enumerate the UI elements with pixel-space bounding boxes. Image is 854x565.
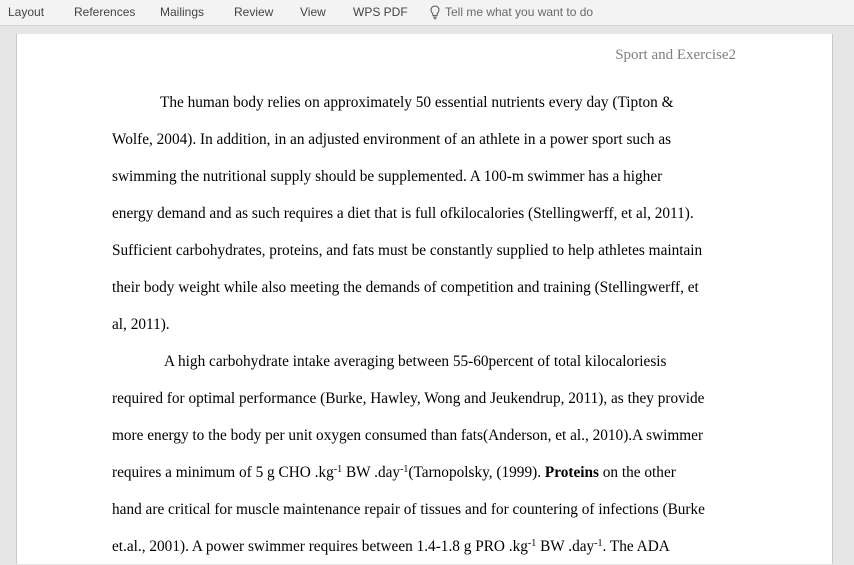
text-line bbox=[112, 454, 737, 491]
superscript: -1 bbox=[333, 464, 343, 475]
document-body[interactable] bbox=[112, 84, 737, 565]
tab-wps-pdf[interactable]: WPS PDF bbox=[353, 5, 408, 19]
text-line: hand are critical for muscle maintenance repair of tissues and for countering of infections (Burke bbox=[112, 501, 705, 518]
text-line: The human body relies on approximately 50 essential nutrients every day (Tipton & bbox=[160, 94, 674, 111]
text-run: BW .day bbox=[536, 538, 595, 555]
text-line: Sufficient carbohydrates, proteins, and fats must be constantly supplied to help athletes maintain bbox=[112, 242, 703, 259]
bold-term: Proteins bbox=[544, 464, 599, 481]
text-run: . The ADA bbox=[602, 538, 670, 555]
text-line: al, 2011). bbox=[112, 316, 170, 333]
text-run: on the other bbox=[598, 464, 676, 481]
text-line: A high carbohydrate intake averaging between 55-60percent of total kilocaloriesis bbox=[164, 353, 667, 370]
tell-me-search[interactable] bbox=[430, 4, 645, 20]
page-header: Sport and Exercise2 bbox=[615, 47, 736, 63]
lightbulb-icon bbox=[430, 5, 440, 20]
text-run: BW .day bbox=[342, 464, 401, 481]
text-line bbox=[112, 528, 737, 565]
ribbon-tab-bar bbox=[0, 0, 854, 26]
tab-review[interactable]: Review bbox=[234, 5, 274, 19]
text-line: required for optimal performance (Burke, Hawley, Wong and Jeukendrup, 2011), as they provide bbox=[112, 390, 705, 407]
tab-layout[interactable]: Layout bbox=[8, 5, 45, 19]
tab-mailings[interactable]: Mailings bbox=[160, 5, 205, 19]
superscript: -1 bbox=[400, 464, 409, 475]
tab-view[interactable]: View bbox=[300, 5, 326, 19]
text-line: energy demand and as such requires a diet that is full ofkilocalories (Stellingwerff, et al, 2011). bbox=[112, 205, 694, 222]
text-line: swimming the nutritional supply should be supplemented. A 100-m swimmer has a higher bbox=[112, 168, 663, 185]
superscript: -1 bbox=[527, 538, 537, 549]
superscript: -1 bbox=[594, 538, 603, 549]
tell-me-input[interactable] bbox=[445, 5, 645, 19]
text-run: requires a minimum of 5 g CHO .kg bbox=[112, 464, 334, 481]
text-run: et.al., 2001). A power swimmer requires between 1.4-1.8 g PRO .kg bbox=[112, 538, 528, 555]
tab-references[interactable]: References bbox=[74, 5, 136, 19]
text-line: their body weight while also meeting the demands of competition and training (Stellingwerff, et bbox=[112, 279, 699, 296]
text-line: more energy to the body per unit oxygen consumed than fats(Anderson, et al., 2010).A swimmer bbox=[112, 427, 704, 444]
paragraph-1 bbox=[112, 84, 737, 343]
paragraph-2 bbox=[112, 343, 737, 565]
text-line: Wolfe, 2004). In addition, in an adjusted environment of an athlete in a power sport such as bbox=[112, 131, 672, 148]
text-run: (Tarnopolsky, (1999). bbox=[408, 464, 545, 481]
document-page[interactable] bbox=[16, 34, 833, 564]
